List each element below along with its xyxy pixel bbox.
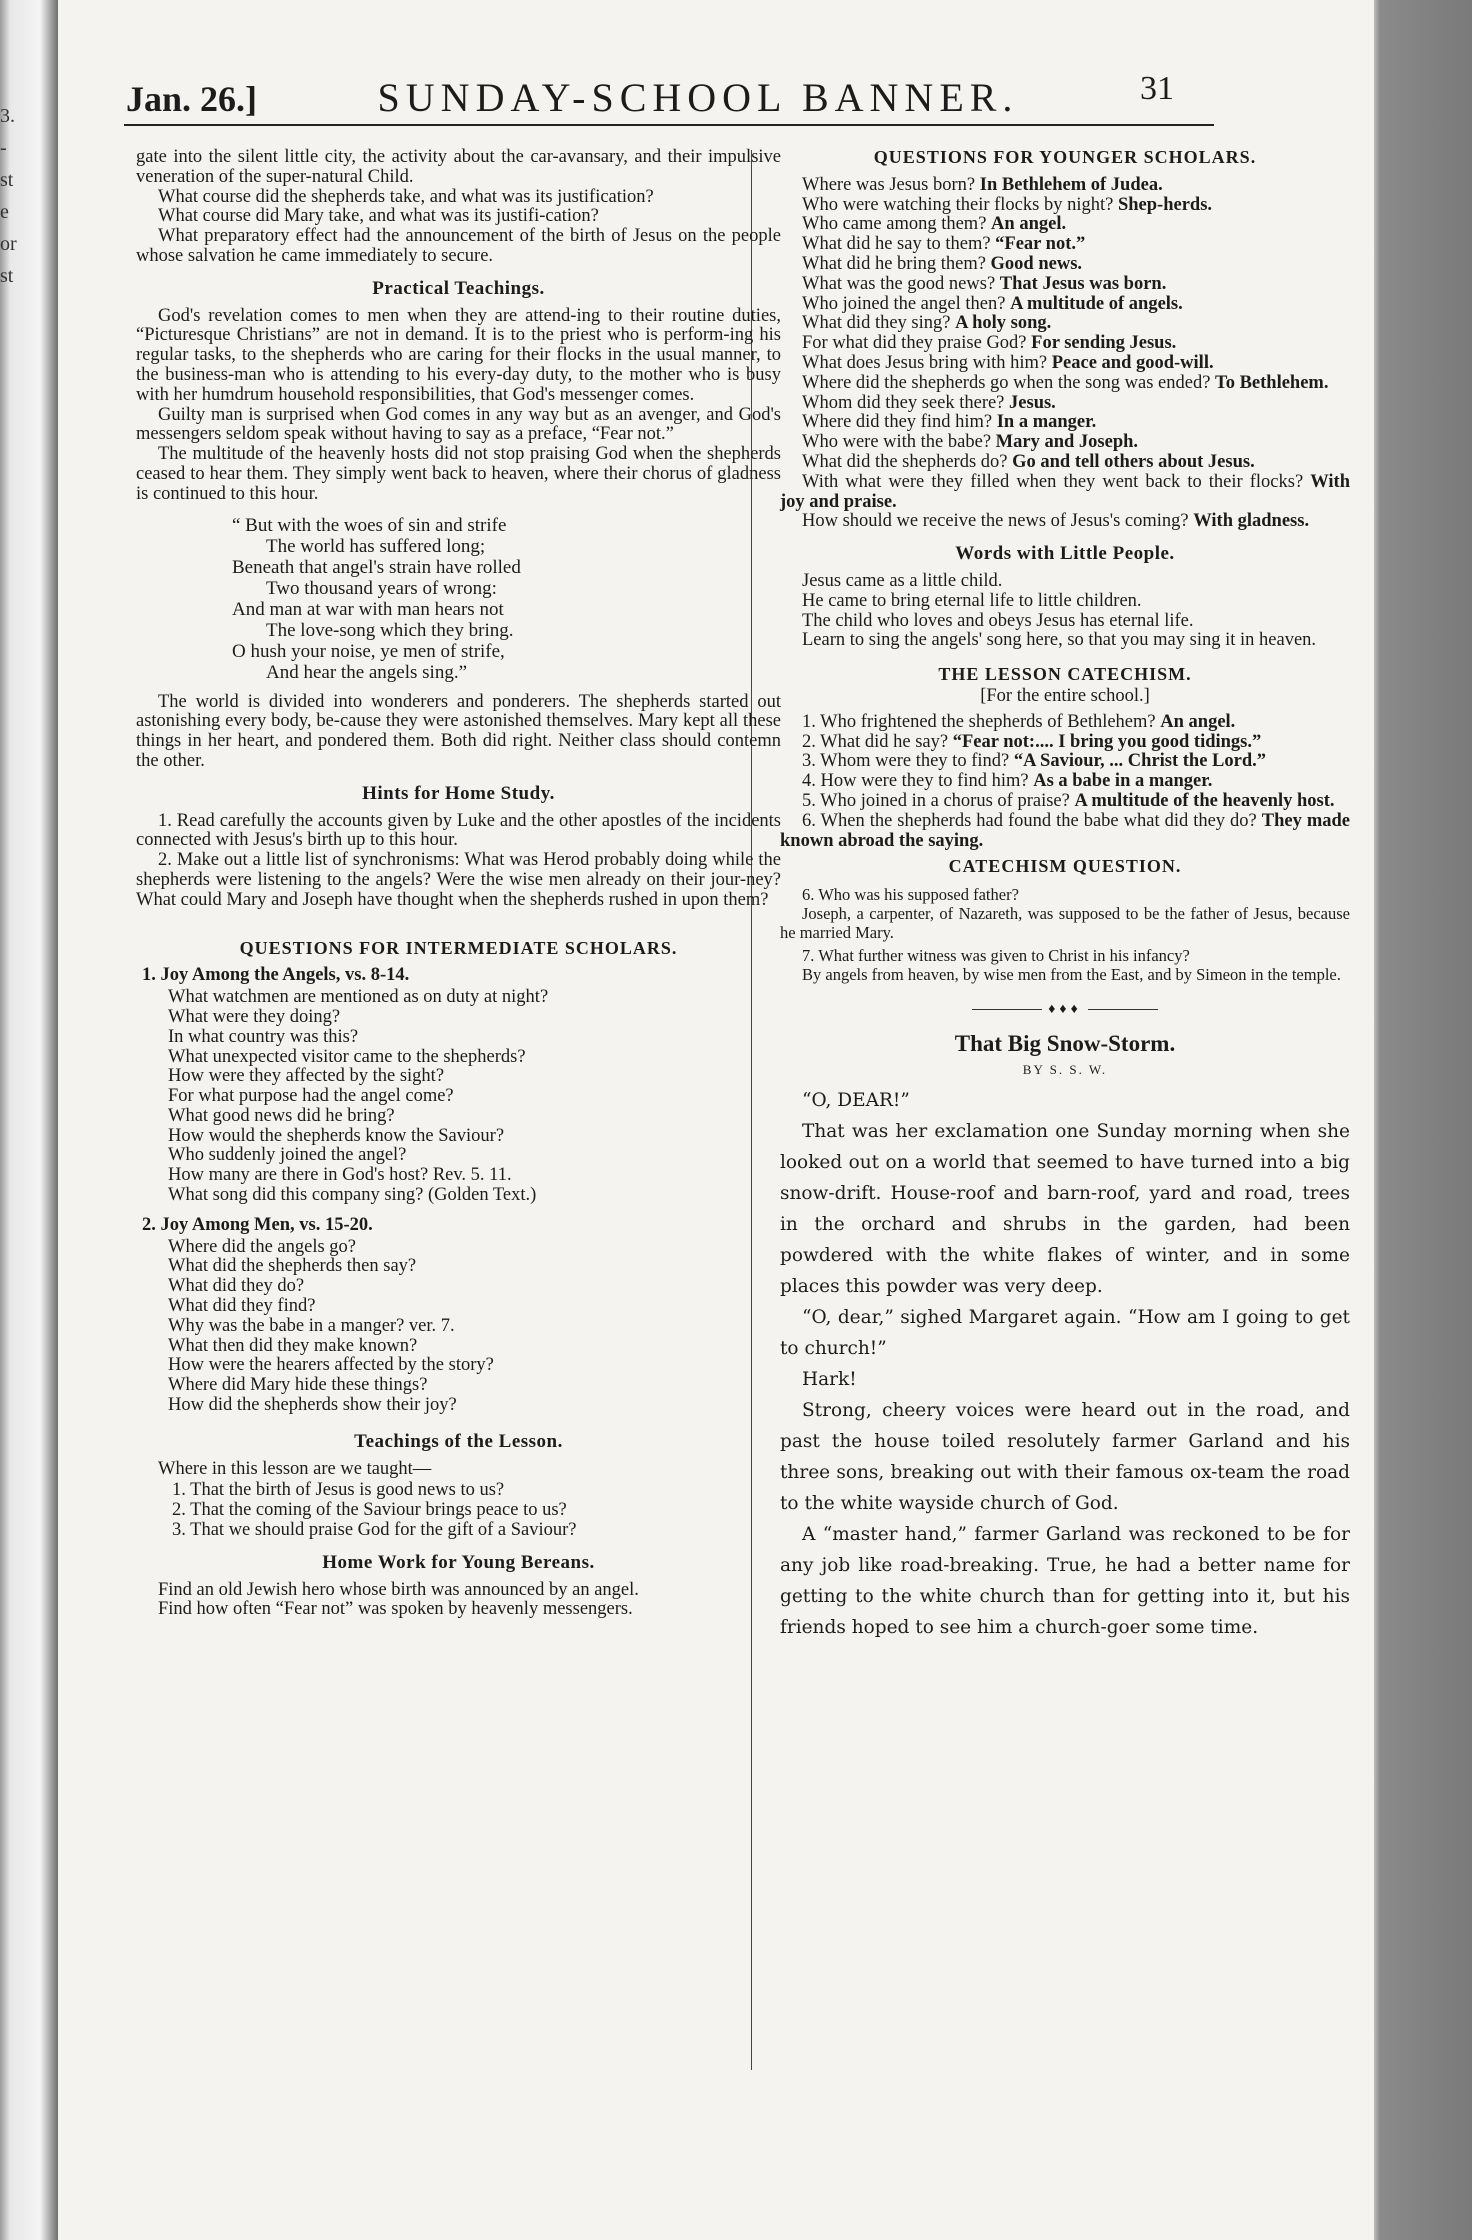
younger-question: What did they sing? <box>802 313 956 334</box>
question: In what country was this? <box>168 1026 359 1047</box>
ornament-divider <box>780 1000 1350 1020</box>
poem-line: Beneath that angel's strain have rolled <box>232 556 521 578</box>
wonderers-paragraph: The world is divided into wonderers and ponderers. The shepherds started out astonishing every body, be-cause they were astonished themselves. Mary kept all these things in her heart, and pondered them. Both did right. Neither class should contemn the other. <box>136 691 781 771</box>
catechism-item <box>780 792 1350 812</box>
words-line: Jesus came as a little child. <box>802 570 1003 591</box>
younger-questions <box>780 176 1350 532</box>
prev-edge-line: st <box>0 265 14 287</box>
page-number: 31 <box>1140 70 1174 107</box>
teaching-item: 1. That the birth of Jesus is good news to us? <box>172 1480 505 1501</box>
section-2-title: 2. Joy Among Men, vs. 15-20. <box>142 1214 373 1235</box>
catechism-answer: An angel. <box>1160 711 1236 732</box>
catechism-question: 3. Whom were they to find? <box>802 751 1014 772</box>
prev-edge-line: 3. <box>0 105 15 127</box>
prev-edge-line: e <box>0 201 9 223</box>
homework-item: Find an old Jewish hero whose birth was announced by an angel. <box>158 1579 639 1600</box>
younger-answer: In Bethlehem of Judea. <box>979 174 1163 195</box>
younger-answer: Shep-herds. <box>1117 194 1213 215</box>
younger-answer: Jesus. <box>1009 392 1056 413</box>
practical-paragraph: Guilty man is surprised when God comes in any way but as an avenger, and God's messengers seldom speak without having to say as a preface, “Fear not.” <box>136 404 781 445</box>
practical-teachings-heading: Practical Teachings. <box>372 277 545 299</box>
ornament-rule <box>1088 1009 1158 1010</box>
prev-edge-line: or <box>0 233 17 255</box>
younger-item <box>780 453 1350 473</box>
question: How would the shepherds know the Saviour? <box>168 1125 505 1146</box>
younger-item <box>780 354 1350 374</box>
catechism-question: 6. When the shepherds had found the babe what did they do? <box>802 810 1262 831</box>
intro-paragraph: What course did Mary take, and what was its justifi-cation? <box>158 206 599 227</box>
question: What did the shepherds then say? <box>168 1256 417 1277</box>
story-body <box>780 1085 1350 1643</box>
question: What did they do? <box>168 1276 305 1297</box>
catechism-answer: They made known abroad the saying. <box>780 810 1351 851</box>
previous-page-edge <box>0 100 17 292</box>
younger-item <box>780 394 1350 414</box>
younger-question: Where did the shepherds go when the song was ended? <box>802 372 1216 393</box>
story-paragraph: “O, DEAR!” <box>802 1090 910 1112</box>
teaching-item: 3. That we should praise God for the gift of a Saviour? <box>172 1520 577 1541</box>
catechism-question: 2. What did he say? <box>802 731 953 752</box>
younger-item <box>780 512 1350 532</box>
younger-item <box>780 255 1350 275</box>
cq-answer: By angels from heaven, by wise men from the East, and by Simeon in the temple. <box>802 965 1341 985</box>
younger-heading: QUESTIONS FOR YOUNGER SCHOLARS. <box>873 147 1257 167</box>
cq-question: 7. What further witness was given to Christ in his infancy? <box>802 946 1190 966</box>
younger-question: Where was Jesus born? <box>802 174 980 195</box>
question: Who suddenly joined the angel? <box>168 1145 407 1166</box>
younger-answer: A holy song. <box>955 313 1052 334</box>
teachings-list <box>172 1481 781 1540</box>
section-2-questions <box>168 1238 781 1416</box>
younger-question: Whom did they seek there? <box>802 392 1010 413</box>
younger-item <box>780 433 1350 453</box>
catechism-question-heading: CATECHISM QUESTION. <box>948 856 1182 877</box>
question: What then did they make known? <box>168 1335 418 1356</box>
younger-question: With what were they filled when they went back to their flocks? <box>802 471 1311 492</box>
younger-answer: Peace and good-will. <box>1051 352 1214 373</box>
catechism-subtitle: [For the entire school.] <box>980 685 1150 706</box>
hint-item: 2. Make out a little list of synchronisms: What was Herod probably doing while the shepherds were listening to the angels? Were the wise men already on their jour-ney? What could Mary and Joseph have thought when the shepherds rushed in upon them? <box>136 850 781 910</box>
prev-edge-line: - <box>0 137 7 159</box>
younger-answer: With joy and praise. <box>780 471 1350 512</box>
practical-paragraph: God's revelation comes to men when they are attend-ing to their routine duties, “Picturesque Christians” are not in demand. It is to the priest who is perform-ing his regular tasks, to the shepherds who are caring for their flocks in the usual manner, to the business-man who is attending to his every-day duty, to the mother who is busy with her humdrum household responsibilities, that God's messenger comes. <box>136 305 781 405</box>
younger-question: How should we receive the news of Jesus's coming? <box>802 511 1194 532</box>
younger-item <box>780 275 1350 295</box>
catechism-answer: A multitude of the heavenly host. <box>1074 790 1335 811</box>
younger-question: What did he say to them? <box>802 234 996 255</box>
page <box>58 0 1374 2240</box>
younger-answer: For sending Jesus. <box>1031 333 1177 354</box>
intro-paragraph: What preparatory effect had the announcement of the birth of Jesus on the people whose salvation he came immediately to secure. <box>136 226 781 266</box>
younger-item <box>780 473 1350 513</box>
words-line: Learn to sing the angels' song here, so that you may sing it in heaven. <box>802 630 1317 651</box>
question: How were they affected by the sight? <box>168 1066 445 1087</box>
poem <box>232 515 781 683</box>
question: What good news did he bring? <box>168 1105 395 1126</box>
question: What were they doing? <box>168 1006 341 1027</box>
homework-item: Find how often “Fear not” was spoken by heavenly messengers. <box>158 1599 633 1620</box>
ornament-rule <box>972 1009 1042 1010</box>
catechism-item <box>780 752 1350 772</box>
poem-line: O hush your noise, ye men of strife, <box>232 640 505 662</box>
story-paragraph: “O, dear,” sighed Margaret again. “How am I going to get to church!” <box>780 1307 1350 1360</box>
header-rule <box>124 124 1214 126</box>
poem-line: The world has suffered long; <box>266 535 486 557</box>
story-paragraph: Hark! <box>802 1369 857 1391</box>
teaching-item: 2. That the coming of the Saviour brings peace to us? <box>172 1500 567 1521</box>
poem-line: Two thousand years of wrong: <box>266 577 497 599</box>
header-title: SUNDAY-SCHOOL BANNER. <box>377 75 1019 120</box>
younger-question: Who were watching their flocks by night? <box>802 194 1118 215</box>
teachings-intro: Where in this lesson are we taught— <box>158 1458 432 1479</box>
younger-item <box>780 314 1350 334</box>
catechism-answer: As a babe in a manger. <box>1033 771 1213 792</box>
story-byline: BY S. S. W. <box>1022 1061 1108 1077</box>
catechism-item <box>780 713 1350 733</box>
words-line: The child who loves and obeys Jesus has eternal life. <box>802 610 1194 631</box>
page-header <box>58 68 1374 138</box>
younger-item <box>780 176 1350 196</box>
catechism-item <box>780 772 1350 792</box>
catechism-list <box>780 713 1350 852</box>
question: Where did Mary hide these things? <box>168 1375 428 1396</box>
younger-answer: In a manger. <box>996 412 1097 433</box>
hints-heading: Hints for Home Study. <box>362 782 555 804</box>
question: What did they find? <box>168 1296 316 1317</box>
younger-item <box>780 413 1350 433</box>
scan-left-edge <box>0 0 60 2240</box>
homework-heading: Home Work for Young Bereans. <box>322 1551 595 1573</box>
question: Where did the angels go? <box>168 1236 357 1257</box>
younger-item <box>780 235 1350 255</box>
poem-line: And hear the angels sing.” <box>266 661 468 683</box>
story-paragraph: That was her exclamation one Sunday morning when she looked out on a world that seemed to have turned into a big snow-drift. House-roof and barn-roof, yard and road, trees in the orchard and shrubs in the garden, had been powdered with the white flakes of winter, and in some places this powder was very deep. <box>780 1121 1350 1298</box>
younger-answer: Go and tell others about Jesus. <box>1012 451 1255 472</box>
story-paragraph: A “master hand,” farmer Garland was reckoned to be for any job like road-breaking. True, he had a better name for getting to the white church than for getting into it, but his friends hoped to see him a church-goer some time. <box>780 1524 1350 1639</box>
practical-paragraph: The multitude of the heavenly hosts did not stop praising God when the shepherds ceased to hear them. They simply went back to heaven, where their chorus of gladness is continued to this hour. <box>136 444 781 504</box>
ornament-glyph: ♦♦♦ <box>1048 1002 1082 1018</box>
intro-paragraph: gate into the silent little city, the activity about the car-avansary, and their impulsive veneration of the super-natural Child. <box>136 147 781 187</box>
words-heading: Words with Little People. <box>955 543 1175 565</box>
younger-answer: To Bethlehem. <box>1215 372 1329 393</box>
question: How many are there in God's host? Rev. 5. 11. <box>168 1165 512 1186</box>
poem-line: And man at war with man hears not <box>232 598 504 620</box>
words-line: He came to bring eternal life to little children. <box>802 590 1142 611</box>
story-title: That Big Snow-Storm. <box>954 1030 1176 1056</box>
younger-question: Where did they find him? <box>802 412 997 433</box>
younger-answer: That Jesus was born. <box>999 273 1167 294</box>
right-column-body <box>780 148 1350 1643</box>
younger-answer: With gladness. <box>1193 511 1310 532</box>
younger-item <box>780 215 1350 235</box>
younger-question: For what did they praise God? <box>802 333 1032 354</box>
younger-answer: Good news. <box>990 253 1083 274</box>
younger-answer: Mary and Joseph. <box>995 432 1139 453</box>
question: Why was the babe in a manger? ver. 7. <box>168 1315 455 1336</box>
question: How did the shepherds show their joy? <box>168 1395 457 1416</box>
younger-item <box>780 295 1350 315</box>
younger-item <box>780 196 1350 216</box>
intro-paragraph: What course did the shepherds take, and what was its justification? <box>158 186 654 207</box>
younger-question: Who joined the angel then? <box>802 293 1011 314</box>
poem-line: “ But with the woes of sin and strife <box>232 514 507 536</box>
catechism-item <box>780 733 1350 753</box>
poem-line: The love-song which they bring. <box>266 619 514 641</box>
hint-item: 1. Read carefully the accounts given by Luke and the other apostles of the incidents connected with Jesus's birth up to this hour. <box>136 810 781 851</box>
question: What watchmen are mentioned as on duty at night? <box>168 987 549 1008</box>
younger-question: Who were with the babe? <box>802 432 996 453</box>
question: For what purpose had the angel come? <box>168 1086 454 1107</box>
header-date: Jan. 26.] <box>126 79 258 119</box>
intermediate-heading: QUESTIONS FOR INTERMEDIATE SCHOLARS. <box>239 937 678 958</box>
younger-answer: “Fear not.” <box>995 234 1086 255</box>
younger-question: What did he bring them? <box>802 253 991 274</box>
prev-edge-line: st <box>0 169 14 191</box>
left-column <box>136 148 781 1620</box>
question: What unexpected visitor came to the shepherds? <box>168 1046 526 1067</box>
catechism-question: 5. Who joined in a chorus of praise? <box>802 790 1075 811</box>
younger-item <box>780 374 1350 394</box>
catechism-answer: “Fear not:.... I bring you good tidings.” <box>952 731 1262 752</box>
question: What song did this company sing? (Golden Text.) <box>168 1185 537 1206</box>
section-1-questions <box>168 988 781 1206</box>
younger-question: What did the shepherds do? <box>802 451 1013 472</box>
teachings-heading: Teachings of the Lesson. <box>354 1430 563 1452</box>
younger-question: Who came among them? <box>802 214 992 235</box>
question: How were the hearers affected by the story? <box>168 1355 494 1376</box>
younger-answer: A multitude of angels. <box>1010 293 1183 314</box>
catechism-answer: “A Saviour, ... Christ the Lord.” <box>1013 751 1267 772</box>
younger-question: What does Jesus bring with him? <box>802 352 1052 373</box>
younger-item <box>780 334 1350 354</box>
younger-question: What was the good news? <box>802 273 1000 294</box>
story-paragraph: Strong, cheery voices were heard out in the road, and past the house toiled resolutely farmer Garland and his three sons, breaking out with their famous ox-team the road to the white wayside church of God. <box>780 1400 1350 1515</box>
section-1-title: 1. Joy Among the Angels, vs. 8-14. <box>142 965 410 986</box>
cq-question: 6. Who was his supposed father? <box>802 885 1019 905</box>
catechism-question: 4. How were they to find him? <box>802 771 1034 792</box>
catechism-heading: THE LESSON CATECHISM. <box>938 664 1192 685</box>
cq-answer: Joseph, a carpenter, of Nazareth, was supposed to be the father of Jesus, because he married Mary. <box>780 904 1350 943</box>
catechism-item <box>780 812 1350 852</box>
younger-answer: An angel. <box>991 214 1067 235</box>
catechism-question: 1. Who frightened the shepherds of Bethlehem? <box>802 711 1161 732</box>
catechism-question-block <box>780 885 1350 984</box>
scan-right-edge <box>1374 0 1472 2240</box>
